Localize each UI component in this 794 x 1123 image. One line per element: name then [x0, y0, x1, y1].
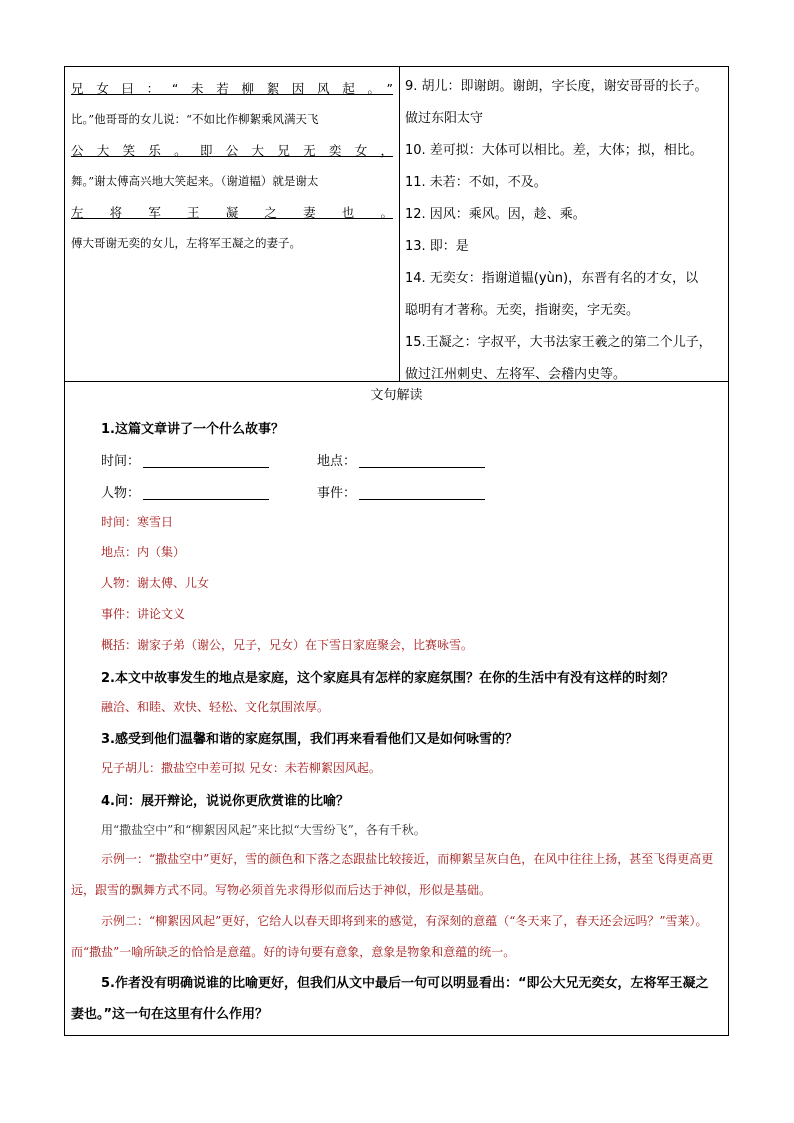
question-5 [71, 968, 721, 1030]
answer-3: 兄子胡儿：撒盐空中差可拟 兄女：未若柳絮因风起。 [101, 761, 381, 775]
question-3: 3.感受到他们温馨和谐的家庭氛围，我们再来看看他们又是如何咏雪的？ [101, 732, 518, 747]
original-text-line: 公大笑乐。即公大兄无奕女， [71, 143, 393, 158]
time-label: 时间： [101, 454, 141, 469]
note-line: 14. 无奕女：指谢道韫(yùn)，东晋有名的才女，以 [405, 271, 699, 286]
answer-4-example-1 [71, 844, 721, 906]
people-blank [143, 499, 269, 500]
answer-time: 时间：寒雪日 [101, 515, 174, 529]
example-2-text: 示例二：“柳絮因风起”更好，它给人以春天即将到来的感觉，有深刻的意蕴（“冬天来了，春天还会远吗？”雪莱）。而“撒盐”一喻所缺乏的恰恰是意蕴。好的诗句要有意象，意象是物象和意蕴的统一。 [71, 914, 708, 959]
answer-2: 融洽、和睦、欢快、轻松、文化氛围浓厚。 [101, 700, 330, 714]
question-4: 4.问：展开辩论，说说你更欣赏谁的比喻？ [101, 794, 349, 809]
event-blank [359, 499, 485, 500]
answer-summary: 概括：谢家子弟（谢公，兄子，兄女）在下雪日家庭聚会，比赛咏雪。 [101, 638, 474, 652]
note-line: 聪明有才著称。无奕，指谢奕，字无奕。 [405, 303, 640, 318]
column-divider [399, 67, 400, 381]
note-line: 12. 因风：乘风。因，趁、乘。 [405, 207, 586, 222]
content-table [64, 66, 729, 1036]
translation-notes-row [65, 67, 728, 382]
answer-people: 人物：谢太傅、儿女 [101, 576, 210, 590]
section-title: 文句解读 [370, 388, 423, 403]
note-line: 9. 胡儿：即谢朗。谢朗，字长度，谢安哥哥的长子。 [405, 79, 708, 94]
note-line: 10. 差可拟：大体可以相比。差，大体；拟，相比。 [405, 143, 703, 158]
note-line: 做过东阳太守 [405, 111, 484, 126]
place-blank [359, 467, 485, 468]
note-line: 做过江州刺史、左将军、会稽内史等。 [405, 367, 627, 382]
example-1-text: 示例一：“撒盐空中”更好，雪的颜色和下落之态跟盐比较接近，而柳絮呈灰白色，在风中往往上扬，甚至飞得更高更远，跟雪的飘舞方式不同。写物必须首先求得形似而后达于神似，形似是基础。 [71, 852, 714, 897]
answer-place: 地点：内（集） [101, 545, 186, 559]
question-1: 1.这篇文章讲了一个什么故事？ [101, 422, 284, 437]
original-text-line: 左将军王凝之妻也。 [71, 205, 393, 220]
notes-cell [405, 71, 725, 391]
question-5-text: 5.作者没有明确说谁的比喻更好，但我们从文中最后一句可以明显看出：“即公大兄无奕女，左将军王凝之妻也。”这一句在这里有什么作用？ [71, 976, 709, 1022]
translation-line: 舞。”谢太傅高兴地大笑起来。（谢道韫）就是谢太 [71, 174, 319, 188]
note-line: 13. 即：是 [405, 239, 469, 254]
note-line: 15.王凝之：字叔平，大书法家王羲之的第二个儿子， [405, 335, 712, 350]
original-text-line: 兄女曰：“未若柳絮因风起。” [71, 81, 393, 96]
translation-line: 比。”他哥哥的女儿说：“不如比作柳絮乘风满天飞 [71, 112, 319, 126]
answer-4-intro: 用“撒盐空中”和“柳絮因风起”来比拟“大雪纷飞”，各有千秋。 [101, 823, 426, 837]
reading-section [65, 382, 728, 1022]
place-label: 地点： [317, 454, 357, 469]
question-2: 2.本文中故事发生的地点是家庭，这个家庭具有怎样的家庭氛围？在你的生活中有没有这样的时刻？ [101, 671, 674, 686]
event-label: 事件： [317, 486, 357, 501]
answer-event: 事件：讲论文义 [101, 607, 186, 621]
note-line: 11. 未若：不如，不及。 [405, 175, 547, 190]
people-label: 人物： [101, 486, 141, 501]
translation-line: 傅大哥谢无奕的女儿，左将军王凝之的妻子。 [71, 236, 301, 250]
translation-cell [71, 73, 393, 259]
time-blank [143, 467, 269, 468]
answer-4-example-2 [71, 906, 721, 968]
